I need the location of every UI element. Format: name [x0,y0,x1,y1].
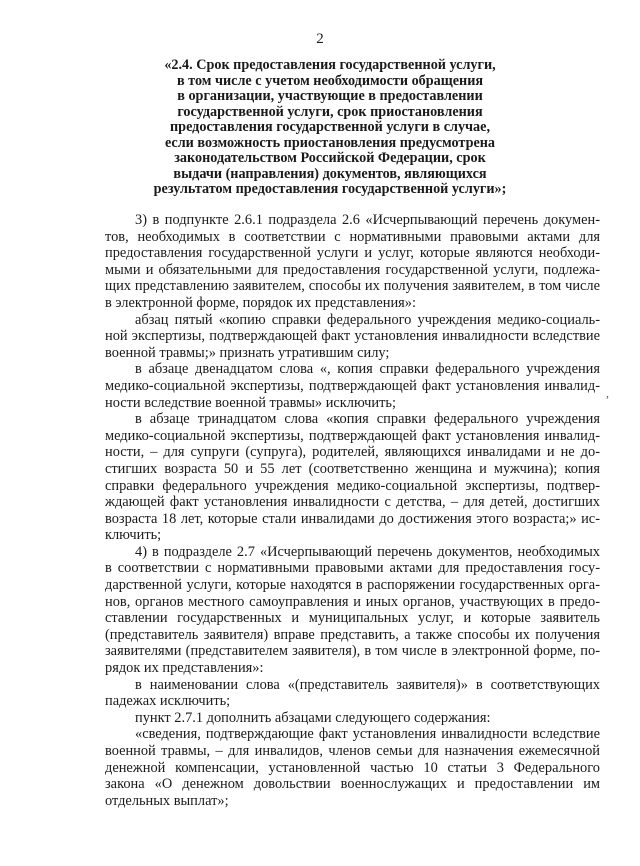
paragraph-title-change: в наименовании слова «(представитель заявителя)» в соответствующих падежах исключить; [105,676,600,710]
section-heading [120,58,540,198]
heading-line: предоставления государственной услуги в случае, [170,119,490,135]
page-number: 2 [316,31,324,47]
heading-line: результатом предоставления государственной услуги»; [153,181,507,197]
paragraph-2-7-1: пункт 2.7.1 дополнить абзацами следующего содержания: [135,709,491,726]
paragraph-item-4: 4) в подразделе 2.7 «Исчерпывающий перечень документов, необходимых в соответствии с нормативными правовыми актами для предоставления государственной услуги, которые находятся в распоряжении государственных органов, органов местного самоуправления и иных органов, участвующих в предоставлении государственных и муниципальных услуг, и которые заявитель (представитель заявителя) вправе представить, а также способы их получения заявителями (представителем заявителя), в том числе в электронной форме, порядок их представления»: [105,543,600,677]
paragraph-new-abzac: «сведения, подтверждающие факт установления инвалидности вследствие военной травмы, – для инвалидов, членов семьи для назначения ежемесячной денежной компенсации, установленной частью 10 статьи 3 Федерального закона «О денежном довольствии военнослужащих и предоставлении им отдельных выплат»; [105,726,600,809]
paragraph-item-3: 3) в подпункте 2.6.1 подраздела 2.6 «Исчерпывающий перечень документов, необходимых в соответствии с нормативными правовыми актами для предоставления государственной услуги и услуг, которые являются необходимыми и обязательными для предоставления государственной услуги, подлежащих представлению заявителем, способы их получения заявителем, в том числе в электронной форме, порядок их представления»: [105,212,600,311]
heading-line: законодательством Российской Федерации, срок [174,150,486,166]
heading-line: если возможность приостановления предусмотрена [164,134,496,151]
heading-line: выдачи (направления) документов, являющихся [173,165,487,182]
stray-mark: , [606,386,609,400]
document-body [105,212,600,809]
paragraph-abzac-12: в абзаце двенадцатом слова «, копия справки федерального учреждения медико-социальной экспертизы, подтверждающей факт установления инвалидности вследствие военной травмы» исключить; [105,361,600,411]
heading-line: государственной услуги, срок приостановления [177,103,483,120]
heading-line: в том числе с учетом необходимости обращения [176,72,484,89]
heading-line: в организации, участвующие в предоставлении [177,88,483,104]
paragraph-abzac-5: абзац пятый «копию справки федерального учреждения медико-социальной экспертизы, подтверждающей факт установления инвалидности вследствие военной травмы;» признать утратившим силу; [105,311,600,361]
heading-line: «2.4. Срок предоставления государственной услуги, [164,57,496,73]
paragraph-abzac-13: в абзаце тринадцатом слова «копия справки федерального учреждения медико-социальной экспертизы, подтверждающей факт установления инвалидности, – для супруги (супруга), родителей, являющихся инвалидами и не достигших возраста 50 и 55 лет (соответственно женщина и мужчина); копия справки федерального учреждения медико-социальной экспертизы, подтверждающей факт установления инвалидности с детства, – для детей, достигших возраста 18 лет, которые стали инвалидами до достижения этого возраста;» исключить; [105,411,600,544]
